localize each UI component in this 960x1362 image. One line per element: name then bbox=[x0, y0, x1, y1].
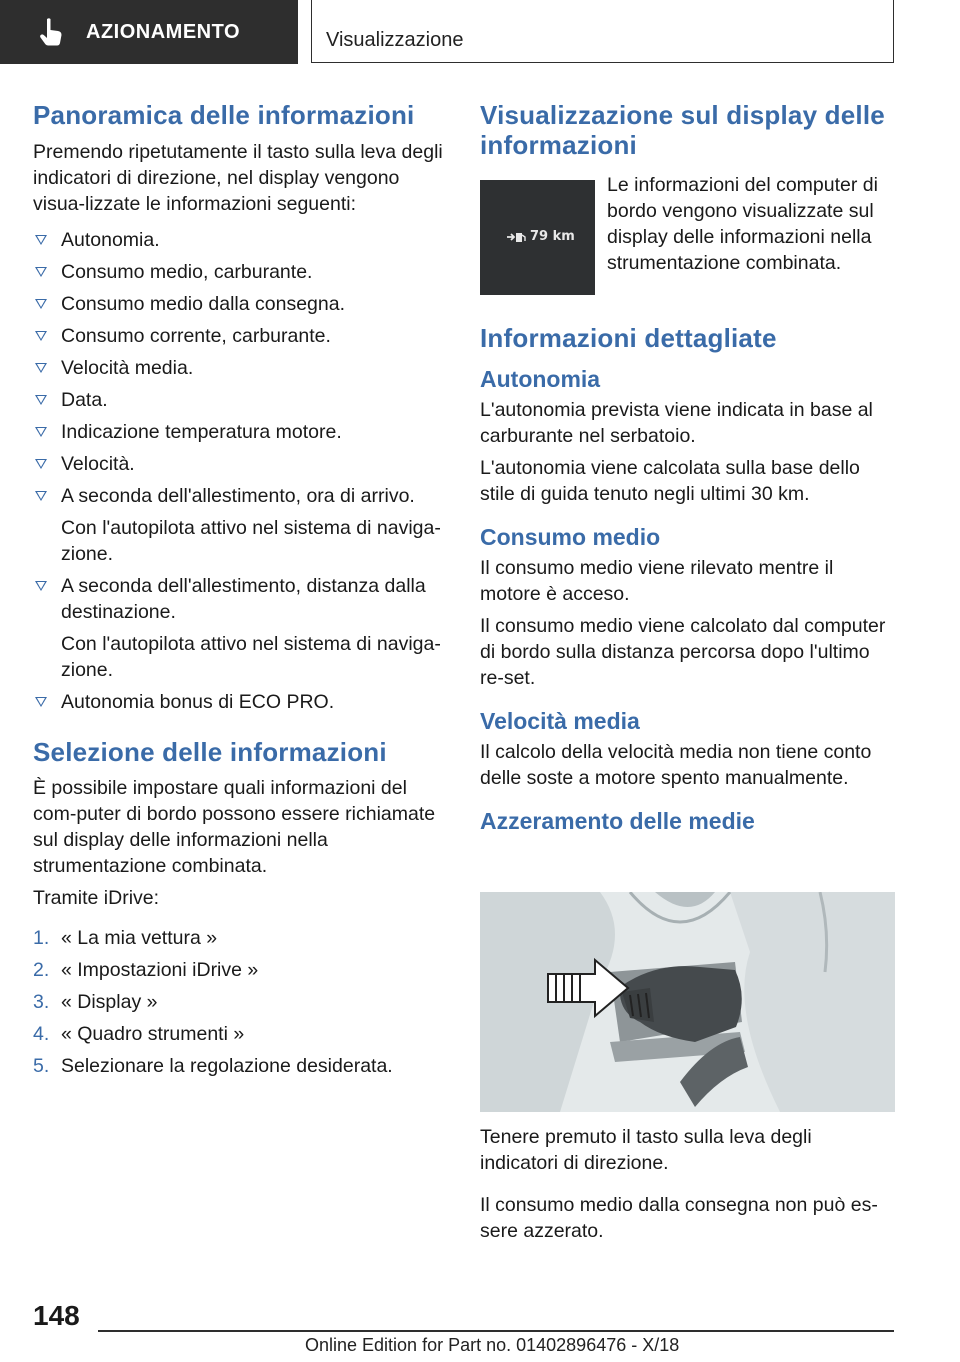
hand-pointer-icon bbox=[38, 17, 64, 47]
list-item: A seconda dell'allestimento, ora di arrivo. Con l'autopilota attivo nel sistema di naviga-zione. bbox=[33, 483, 443, 567]
triangle-bullet-icon bbox=[35, 299, 47, 309]
triangle-bullet-icon bbox=[35, 459, 47, 469]
list-item: A seconda dell'allestimento, distanza dalla destinazione. Con l'autopilota attivo nel sistema di naviga-zione. bbox=[33, 573, 443, 683]
left-column bbox=[33, 100, 443, 1079]
step-item: 2. « Impostazioni iDrive » bbox=[33, 959, 259, 981]
section-title: AZIONAMENTO bbox=[86, 20, 241, 43]
consumo-text-1: Il consumo medio viene rilevato mentre il motore è acceso. bbox=[480, 557, 834, 605]
footer-edition: Online Edition for Part no. 01402896476 - X/18 bbox=[305, 1335, 680, 1355]
display-illustration bbox=[480, 180, 595, 295]
footer-divider bbox=[98, 1330, 894, 1332]
fuel-range-icon bbox=[506, 231, 526, 243]
info-list bbox=[33, 227, 443, 715]
triangle-bullet-icon bbox=[35, 331, 47, 341]
display-text: Le informazioni del computer di bordo vengono visualizzate sul display delle informazioni nella strumentazione combinata. bbox=[607, 174, 878, 274]
heading-azzeramento: Azzeramento delle medie bbox=[480, 808, 755, 834]
heading-selection: Selezione delle informazioni bbox=[33, 737, 387, 767]
triangle-bullet-icon bbox=[35, 581, 47, 591]
triangle-bullet-icon bbox=[35, 491, 47, 501]
heading-details: Informazioni dettagliate bbox=[480, 323, 777, 353]
heading-consumo: Consumo medio bbox=[480, 524, 661, 550]
step-item: 4. « Quadro strumenti » bbox=[33, 1023, 245, 1045]
step-item: 5. Selezionare la regolazione desiderata. bbox=[33, 1055, 393, 1077]
triangle-bullet-icon bbox=[35, 697, 47, 707]
page-number: 148 bbox=[33, 1300, 80, 1331]
item-note: Con l'autopilota attivo nel sistema di naviga-zione. bbox=[61, 633, 441, 681]
triangle-bullet-icon bbox=[35, 395, 47, 405]
azzeramento-text-2: Il consumo medio dalla consegna non può es-sere azzerato. bbox=[480, 1194, 878, 1242]
subsection-box bbox=[311, 0, 894, 63]
steps-list bbox=[33, 925, 443, 1079]
list-item: Velocità. bbox=[33, 451, 443, 477]
step-item: 3. « Display » bbox=[33, 991, 158, 1013]
step-item: 1. « La mia vettura » bbox=[33, 927, 218, 949]
idrive-label: Tramite iDrive: bbox=[33, 887, 160, 909]
intro-text: Premendo ripetutamente il tasto sulla leva degli indicatori di direzione, nel display vengono visua-lizzate le informazioni seguenti: bbox=[33, 141, 443, 215]
heading-velocita: Velocità media bbox=[480, 708, 640, 734]
velocita-text: Il calcolo della velocità media non tiene conto delle soste a motore spento manualmente. bbox=[480, 741, 872, 789]
list-item: Autonomia. bbox=[33, 227, 443, 253]
triangle-bullet-icon bbox=[35, 427, 47, 437]
selection-text: È possibile impostare quali informazioni del com-puter di bordo possono essere richiamate sul display delle informazioni nella strumentazione combinata. bbox=[33, 777, 436, 877]
azzeramento-text-1: Tenere premuto il tasto sulla leva degli indicatori di direzione. bbox=[480, 1126, 812, 1174]
list-item: Velocità media. bbox=[33, 355, 443, 381]
autonomia-text-1: L'autonomia prevista viene indicata in base al carburante nel serbatoio. bbox=[480, 399, 873, 447]
list-item: Consumo medio dalla consegna. bbox=[33, 291, 443, 317]
heading-autonomia: Autonomia bbox=[480, 366, 601, 392]
triangle-bullet-icon bbox=[35, 363, 47, 373]
autonomia-text-2: L'autonomia viene calcolata sulla base dello stile di guida tenuto negli ultimi 30 km. bbox=[480, 457, 860, 505]
list-item: Indicazione temperatura motore. bbox=[33, 419, 443, 445]
heading-overview: Panoramica delle informazioni bbox=[33, 100, 415, 130]
item-note: Con l'autopilota attivo nel sistema di naviga-zione. bbox=[61, 517, 441, 565]
triangle-bullet-icon bbox=[35, 267, 47, 277]
section-tab bbox=[0, 0, 298, 64]
consumo-text-2: Il consumo medio viene calcolato dal computer di bordo sulla distanza percorsa dopo l'ultimo re-set. bbox=[480, 615, 886, 689]
list-item: Data. bbox=[33, 387, 443, 413]
turn-signal-lever-illustration bbox=[480, 892, 895, 1112]
display-value: 79 km bbox=[530, 229, 575, 244]
triangle-bullet-icon bbox=[35, 235, 47, 245]
heading-display: Visualizzazione sul display delle informazioni bbox=[480, 100, 885, 160]
list-item: Consumo corrente, carburante. bbox=[33, 323, 443, 349]
list-item: Consumo medio, carburante. bbox=[33, 259, 443, 285]
subsection-title: Visualizzazione bbox=[326, 29, 464, 51]
list-item: Autonomia bonus di ECO PRO. bbox=[33, 689, 443, 715]
